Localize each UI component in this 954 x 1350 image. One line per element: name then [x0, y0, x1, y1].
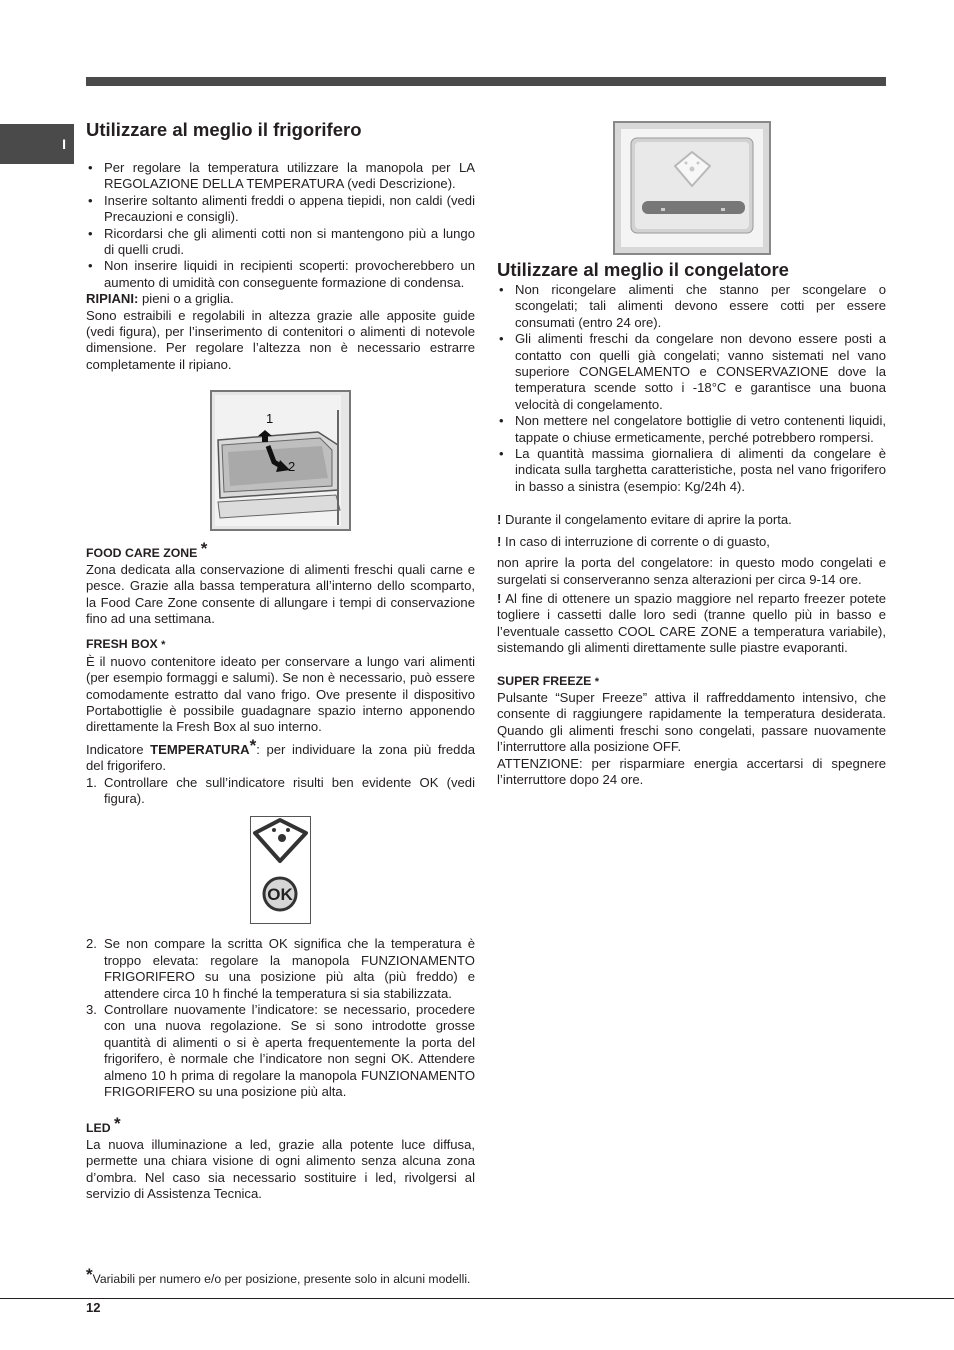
shelves-label: RIPIANI:	[86, 291, 139, 307]
ok-label: OK	[267, 885, 293, 905]
list-item: 1. Controllare che sull’indicatore risulti ben evidente OK (vedi figura).	[86, 774, 475, 806]
bottom-rule	[0, 1298, 954, 1299]
list-item: • Ricordarsi che gli alimenti cotti non si mantengono più a lungo di quelli crudi.	[86, 226, 475, 259]
asterisk: *	[161, 639, 166, 652]
warning-1: ! Durante il congelamento evitare di aprire la porta.	[497, 512, 792, 528]
led-heading: LED *	[86, 1114, 121, 1136]
list-item: • Non ricongelare alimenti che stanno per scongelare o scongelati; tali alimenti devono essere cotti per essere consumati (entro 24 ore).	[497, 282, 886, 331]
asterisk: *	[86, 1265, 93, 1284]
top-rule	[86, 77, 886, 86]
ok-indicator-figure	[250, 816, 311, 924]
food-care-text: Zona dedicata alla conservazione di alimenti freschi quali carne e pesce. Grazie alla bassa temperatura all’interno dello scomparto, la Food Care Zone consente di allungare i tempi di conservazione fino ad una settimana.	[86, 561, 475, 626]
list-item: • Non mettere nel congelatore bottiglie di vetro contenenti liquidi, tappate o chiuse ermeticamente, perché potrebbero rompersi.	[497, 413, 886, 446]
shelf-adjust-figure	[210, 390, 351, 531]
freezer-title: Utilizzare al meglio il congelatore	[497, 259, 789, 280]
list-item: • La quantità massima giornaliera di alimenti da congelare è indicata sulla targhetta caratteristiche, posta nel vano frigorifero in basso a sinistra (esempio: Kg/24h 4).	[497, 446, 886, 495]
shelf-label-1: 1	[266, 411, 274, 427]
list-item: • Non inserire liquidi in recipienti scoperti: provocherebbero un aumento di umidità con conseguente formazione di condensa.	[86, 258, 475, 291]
list-item: 3. Controllare nuovamente l’indicatore: se necessario, procedere con una nuova regolazione. Se si sono introdotte grosse quantità di alimenti o si è aperta frequentemente la porta del frigorifero, è normale che l’indicatore non segni OK. Attendere almeno 10 h prima di regolare la manopola FUNZIONAMENTO FRIGORIFERO su una posizione più alta.	[86, 1002, 475, 1100]
list-item: • Per regolare la temperatura utilizzare la manopola per LA REGOLAZIONE DELLA TEMPERATURA (vedi Descrizione).	[86, 160, 475, 193]
warning-3: ! Al fine di ottenere un spazio maggiore nel reparto freezer potete togliere i cassetti dalle loro sedi (tranne quello più in basso e l’eventuale cassetto COOL CARE ZONE a temperatura variabile), sistemando gli alimenti direttamente sulle piastre evaporanti.	[497, 590, 886, 656]
warning-2: ! In caso di interruzione di corrente o di guasto,	[497, 533, 770, 549]
footnote	[86, 1265, 471, 1286]
asterisk: *	[200, 539, 208, 559]
page-number: 12	[86, 1300, 101, 1315]
indicator-paragraph: Indicatore TEMPERATURA*: per individuare la zona più fredda del frigorifero.	[86, 735, 476, 774]
freezer-column	[497, 258, 886, 788]
super-freeze-text: Pulsante “Super Freeze” attiva il raffreddamento intensivo, che consente di raggiungere rapidamente la temperatura desiderata. Quando gli alimenti freschi sono congelati, passare nuovamente l’interruttore alla posizione OFF.	[497, 689, 886, 755]
fridge-title: Utilizzare al meglio il frigorifero	[86, 119, 362, 140]
footnote-text: Variabili per numero e/o per posizione, presente solo in alcuni modelli.	[92, 1272, 471, 1286]
super-freeze-heading: SUPER FREEZE *	[497, 673, 599, 688]
indicator-steps-cont	[86, 936, 475, 1100]
fridge-bullets	[86, 160, 475, 291]
warning-2-continued: non aprire la porta del congelatore: in questo modo congelati e surgelati si conserveranno senza alterazioni per circa 9-14 ore.	[497, 555, 886, 587]
asterisk: *	[594, 675, 599, 688]
list-item: 2. Se non compare la scritta OK significa che la temperatura è troppo elevata: regolare la manopola FUNZIONAMENTO FRIGORIFERO su una posizione più alta (più freddo) e attendere circa 10 h finché la temperatura si sia stabilizzata.	[86, 936, 475, 1001]
warning-mark: !	[497, 533, 502, 549]
shelves-text: pieni o a griglia.	[138, 291, 234, 307]
shelves-paragraph: Sono estraibili e regolabili in altezza grazie alle apposite guide (vedi figura), per l’inserimento di contenitori o alimenti di notevole dimensione. Per regolare l’altezza non è necessario estrarre completamente il ripiano.	[86, 307, 475, 372]
freezer-bullets	[497, 282, 886, 495]
shelves-line	[86, 291, 475, 307]
fridge-column	[86, 118, 475, 1202]
shelf-label-2: 2	[288, 459, 296, 475]
food-care-heading: FOOD CARE ZONE *	[86, 539, 208, 561]
super-freeze-display-figure	[613, 121, 771, 255]
language-tab: I	[0, 124, 74, 164]
asterisk: *	[114, 1114, 121, 1134]
warning-mark: !	[497, 590, 502, 606]
list-item: • Inserire soltanto alimenti freddi o appena tiepidi, non caldi (vedi Precauzioni e consigli).	[86, 193, 475, 226]
attention-text: ATTENZIONE: per risparmiare energia accertarsi di spegnere l’interruttore dopo 24 ore.	[497, 755, 886, 787]
indicator-steps	[86, 775, 475, 808]
list-item: • Gli alimenti freschi da congelare non devono essere posti a contatto con quelli già congelati; vanno sistemati nel vano superiore CONGELAMENTO e CONSERVAZIONE dove la temperatura scende sotto i -18°C e garantisce una buona velocità di congelamento.	[497, 331, 886, 413]
led-text: La nuova illuminazione a led, grazie alla potente luce diffusa, permette una chiara visione di ogni alimento senza alcuna zona d’ombra. Nel caso sia necessario sostituire i led, rivolgersi al servizio di Assistenza Tecnica.	[86, 1136, 475, 1202]
warning-mark: !	[497, 512, 502, 528]
asterisk: *	[249, 735, 257, 755]
fresh-box-text: È il nuovo contenitore ideato per conservare a lungo vari alimenti (per esempio formaggi e salumi). Se non è necessario, può essere comodamente estratto dal vano frigo. Ove presente il dispositivo Portabottiglie è possibile guadagnare spazio interno apponendo direttamente la Fresh Box al suo interno.	[86, 653, 475, 735]
fresh-box-heading: FRESH BOX *	[86, 637, 166, 652]
